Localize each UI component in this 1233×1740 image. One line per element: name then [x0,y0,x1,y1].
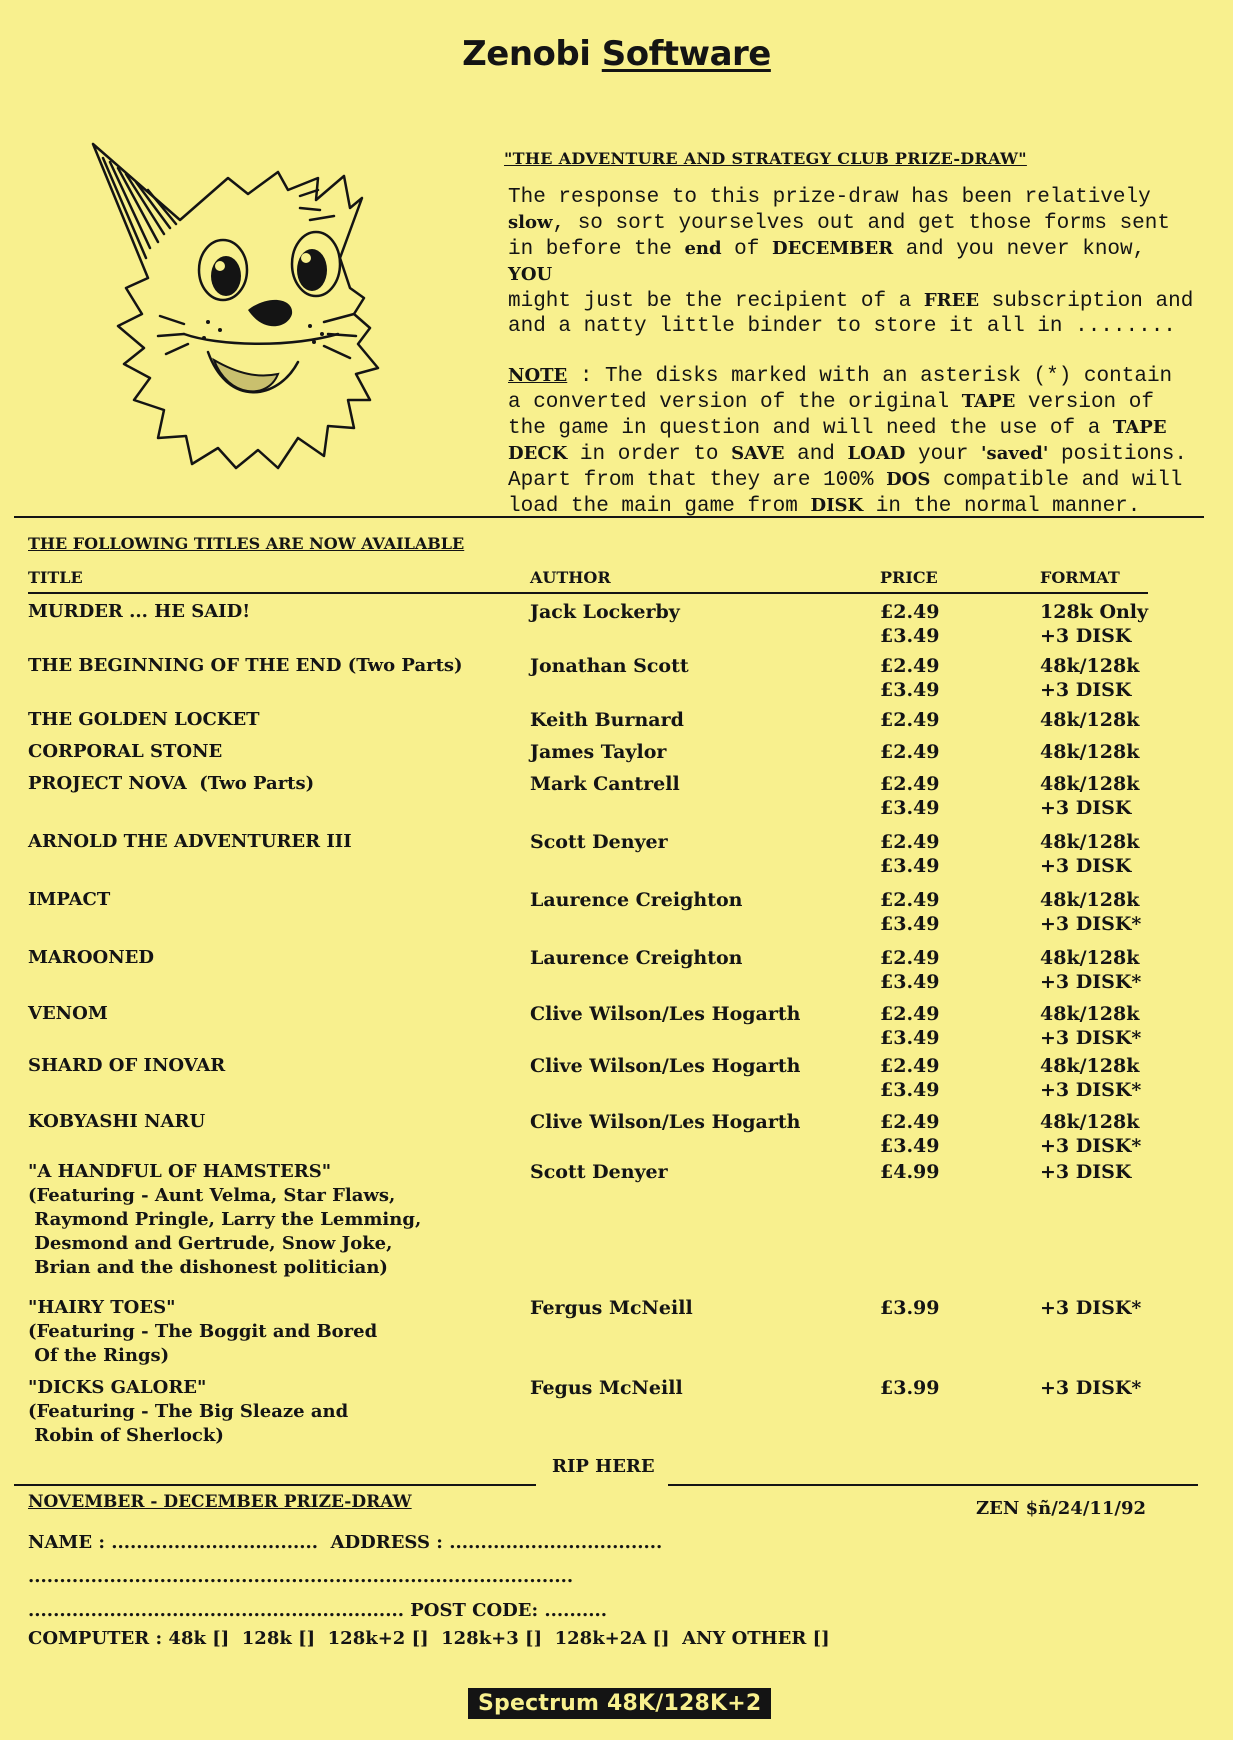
format-cell [1040,600,1220,648]
game-title-cell-line: KOBYASHI NARU [28,1111,206,1132]
game-title-cell-line: THE BEGINNING OF THE END (Two Parts) [28,655,463,676]
price-cell-line: £2.49 [880,947,940,969]
emphasis: FREE [923,290,980,311]
format-cell-line: +3 DISK [1040,797,1132,819]
title-zenobi: Zenobi [462,34,591,74]
note-label: NOTE [508,365,568,386]
emphasis: LOAD [847,443,906,464]
author-cell-line: Jonathan Scott [530,655,689,677]
note-line: in order to [567,443,732,466]
form-reference: ZEN $ñ/24/11/92 [976,1498,1147,1519]
price-cell-line: £3.49 [880,679,940,701]
note-line: : The disks marked with an asterisk (*) contain [567,365,1173,388]
price-cell-line: £2.49 [880,709,940,731]
game-title-cell-line: Of the Rings) [28,1345,170,1366]
emphasis: YOU [508,264,553,285]
author-cell-line: Mark Cantrell [530,773,680,795]
note-line: version of [1015,391,1154,414]
author-cell [530,1376,860,1400]
game-title-cell-line: (Featuring - The Boggit and Bored [28,1321,378,1342]
format-cell-line: +3 DISK* [1040,971,1142,993]
rip-line-left [14,1484,536,1486]
emphasis: TAPE [961,391,1016,412]
format-cell [1040,1054,1220,1102]
emphasis: DECK [508,443,568,464]
game-title-cell [28,1054,518,1078]
note-line: a converted version of the original [508,391,962,414]
format-cell [1040,772,1220,820]
price-cell-line: £2.49 [880,831,940,853]
note-line: Apart from that they are 100% [508,469,887,492]
format-cell-line: +3 DISK* [1040,1297,1142,1319]
titles-heading: THE FOLLOWING TITLES ARE NOW AVAILABLE [28,534,465,553]
format-cell [1040,1160,1220,1184]
format-cell-line: +3 DISK* [1040,1079,1142,1101]
prize-draw-line: The response to this prize-draw has been relatively [508,186,1151,209]
price-cell [880,1002,1000,1050]
price-cell [880,1110,1000,1158]
price-cell-line: £2.49 [880,1003,940,1025]
price-cell-line: £3.99 [880,1377,940,1399]
section-divider [14,516,1204,518]
note-line: and [784,443,848,466]
author-cell [530,600,860,624]
price-cell-line: £2.49 [880,1055,940,1077]
author-cell [530,888,860,912]
header-underline [28,592,1148,594]
game-title-cell [28,1160,518,1280]
game-title-cell-line: Desmond and Gertrude, Snow Joke, [28,1233,393,1254]
note-line: the game in question and will need the use of a [508,417,1113,440]
author-cell [530,740,860,764]
author-cell-line: Scott Denyer [530,831,668,853]
price-cell-line: £3.49 [880,1079,940,1101]
price-cell [880,1160,1000,1184]
page-title [0,34,1233,74]
format-cell [1040,1296,1220,1320]
author-cell-line: Clive Wilson/Les Hogarth [530,1003,801,1025]
author-cell [530,772,860,796]
game-title-cell [28,946,518,970]
price-cell [880,1296,1000,1320]
game-title-cell-line: PROJECT NOVA (Two Parts) [28,773,315,794]
prize-draw-line: subscription and [979,290,1194,313]
postcode-field[interactable]: ............................................................ POST CODE: .......... [28,1600,608,1621]
game-title-cell-line: CORPORAL STONE [28,741,223,762]
note-line: compatible and will [930,469,1183,492]
format-cell [1040,888,1220,936]
name-address-field[interactable]: NAME : ................................. ADDRESS : .................................. [28,1532,663,1553]
format-cell [1040,946,1220,994]
game-title-cell-line: IMPACT [28,889,111,910]
price-cell-line: £2.49 [880,889,940,911]
price-cell [880,830,1000,878]
prize-draw-line: might just be the recipient of a [508,290,924,313]
game-title-cell [28,600,518,624]
price-cell-line: £2.49 [880,773,940,795]
prize-draw-text [508,185,1194,339]
author-cell [530,1054,860,1078]
prize-draw-line: in before the [508,238,685,261]
game-title-cell-line: (Featuring - The Big Sleaze and [28,1401,349,1422]
format-cell [1040,1376,1220,1400]
format-cell [1040,654,1220,702]
author-cell-line: Keith Burnard [530,709,684,731]
emphasis: DISK [810,495,864,516]
format-cell-line: 48k/128k [1040,655,1140,677]
form-title: NOVEMBER - DECEMBER PRIZE-DRAW [28,1492,412,1512]
format-cell [1040,708,1220,732]
price-cell [880,654,1000,702]
format-cell-line: +3 DISK [1040,855,1132,877]
price-cell [880,1054,1000,1102]
prize-draw-heading: "THE ADVENTURE AND STRATEGY CLUB PRIZE-DRAW" [504,149,1027,168]
author-cell [530,830,860,854]
disk-note [508,363,1194,519]
author-cell [530,1002,860,1026]
game-title-cell [28,740,518,764]
price-cell [880,946,1000,994]
game-title-cell-line: (Featuring - Aunt Velma, Star Flaws, [28,1185,396,1206]
emphasis: TAPE [1112,417,1167,438]
price-cell [880,1376,1000,1400]
game-title-cell [28,1376,518,1448]
prize-draw-line: of [721,238,772,261]
emphasis: end [684,238,722,259]
game-title-cell [28,708,518,732]
game-title-cell [28,888,518,912]
author-cell [530,1160,860,1184]
price-cell [880,708,1000,732]
price-cell [880,740,1000,764]
format-cell-line: 48k/128k [1040,1055,1140,1077]
author-cell-line: Scott Denyer [530,1161,668,1183]
computer-checkboxes[interactable]: COMPUTER : 48k [] 128k [] 128k+2 [] 128k+3 [] 128k+2A [] ANY OTHER [] [28,1628,830,1649]
author-cell [530,1296,860,1320]
author-cell-line: Jack Lockerby [530,601,680,623]
note-line: your [905,443,982,466]
format-cell-line: 48k/128k [1040,709,1140,731]
price-cell-line: £3.49 [880,913,940,935]
prize-draw-line: and a natty little binder to store it all in ........ [508,315,1176,338]
game-title-cell-line: ARNOLD THE ADVENTURER III [28,831,352,852]
title-software: Software [601,34,771,74]
author-cell [530,654,860,678]
price-cell-line: £2.49 [880,741,940,763]
format-cell-line: 48k/128k [1040,947,1140,969]
author-cell [530,1110,860,1134]
cat-face-cartoon-icon [88,138,418,478]
format-cell-line: 48k/128k [1040,1003,1140,1025]
game-title-cell-line: MURDER ... HE SAID! [28,601,251,622]
format-cell-line: +3 DISK [1040,625,1132,647]
format-cell-line: 48k/128k [1040,1111,1140,1133]
author-cell-line: Clive Wilson/Les Hogarth [530,1055,801,1077]
price-cell-line: £3.99 [880,1297,940,1319]
format-cell-line: 48k/128k [1040,773,1140,795]
note-line: positions. [1048,443,1187,466]
emphasis: DOS [886,469,931,490]
price-cell-line: £3.49 [880,1135,940,1157]
price-cell [880,600,1000,648]
game-title-cell [28,654,518,678]
price-cell-line: £3.49 [880,797,940,819]
format-cell-line: +3 DISK* [1040,1027,1142,1049]
price-cell-line: £3.49 [880,625,940,647]
prize-draw-intro [504,146,1194,519]
price-cell [880,888,1000,936]
author-cell [530,946,860,970]
game-title-cell-line: "DICKS GALORE" [28,1377,207,1398]
format-cell [1040,740,1220,764]
address-continuation-field[interactable]: ....................................................................................... [28,1566,574,1587]
rip-line-right [668,1484,1198,1486]
game-title-cell-line: VENOM [28,1003,108,1024]
game-title-cell-line: "A HANDFUL OF HAMSTERS" [28,1161,332,1182]
author-cell-line: Laurence Creighton [530,889,743,911]
price-cell-line: £2.49 [880,1111,940,1133]
author-cell-line: Fergus McNeill [530,1297,693,1319]
game-title-cell-line: THE GOLDEN LOCKET [28,709,260,730]
prize-draw-line: , so sort yourselves out and get those forms sent [552,212,1170,235]
format-cell-line: 128k Only [1040,601,1149,623]
price-cell-line: £2.49 [880,655,940,677]
format-cell [1040,1002,1220,1050]
note-line: in the normal manner. [863,495,1141,518]
column-header-format: FORMAT [1040,568,1120,587]
column-header-author: AUTHOR [530,568,611,587]
column-header-price: PRICE [880,568,938,587]
game-title-cell [28,830,518,854]
column-header-title: TITLE [28,568,83,587]
format-cell-line: 48k/128k [1040,741,1140,763]
prize-draw-line: and you never know, [893,238,1146,261]
note-line: load the main game from [508,495,811,518]
format-cell [1040,830,1220,878]
emphasis: slow [508,212,553,233]
game-title-cell-line: SHARD OF INOVAR [28,1055,226,1076]
emphasis: SAVE [731,443,785,464]
rip-here-label: RIP HERE [552,1456,655,1477]
format-cell-line: +3 DISK* [1040,1135,1142,1157]
game-title-cell [28,1002,518,1026]
emphasis: 'saved' [981,443,1049,464]
format-cell-line: 48k/128k [1040,831,1140,853]
game-title-cell [28,1296,518,1368]
game-title-cell-line: Robin of Sherlock) [28,1425,224,1446]
format-cell-line: 48k/128k [1040,889,1140,911]
author-cell [530,708,860,732]
spectrum-badge: Spectrum 48K/128K+2 [468,1688,771,1719]
author-cell-line: James Taylor [530,741,667,763]
format-cell-line: +3 DISK* [1040,913,1142,935]
author-cell-line: Laurence Creighton [530,947,743,969]
price-cell-line: £2.49 [880,601,940,623]
game-title-cell-line: Brian and the dishonest politician) [28,1257,388,1278]
game-title-cell [28,772,518,796]
author-cell-line: Fegus McNeill [530,1377,683,1399]
price-cell-line: £3.49 [880,1027,940,1049]
format-cell-line: +3 DISK [1040,679,1132,701]
emphasis: DECEMBER [771,238,894,259]
price-cell-line: £3.49 [880,971,940,993]
game-title-cell-line: Raymond Pringle, Larry the Lemming, [28,1209,422,1230]
format-cell [1040,1110,1220,1158]
author-cell-line: Clive Wilson/Les Hogarth [530,1111,801,1133]
game-title-cell-line: "HAIRY TOES" [28,1297,176,1318]
format-cell-line: +3 DISK* [1040,1377,1142,1399]
format-cell-line: +3 DISK [1040,1161,1132,1183]
price-cell [880,772,1000,820]
price-cell-line: £4.99 [880,1161,940,1183]
game-title-cell [28,1110,518,1134]
game-title-cell-line: MAROONED [28,947,154,968]
price-cell-line: £3.49 [880,855,940,877]
